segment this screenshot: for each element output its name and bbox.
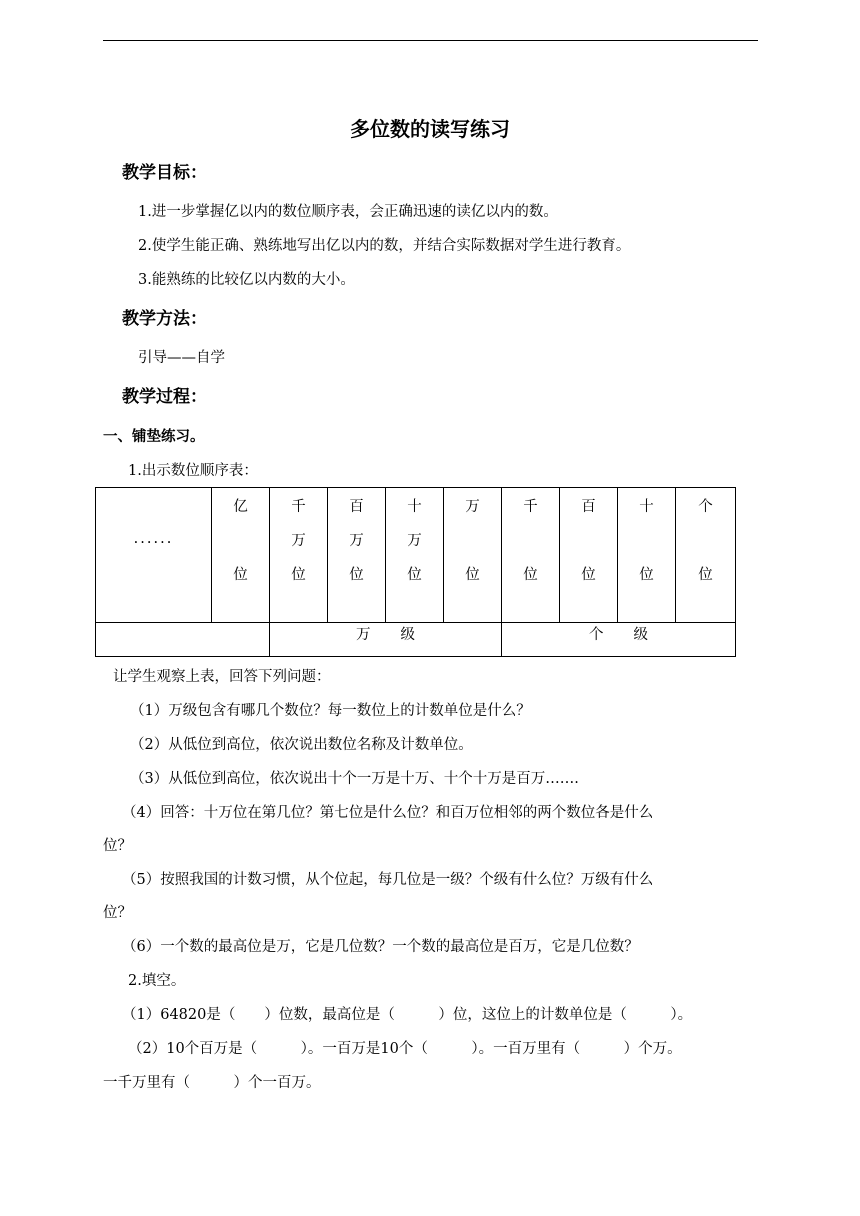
fill-heading: 2.填空。 — [128, 973, 186, 989]
level-ji-char: 级 — [400, 627, 415, 643]
level-ji-char: 级 — [633, 627, 648, 643]
goal-item-3: 3.能熟练的比较亿以内数的大小。 — [138, 272, 355, 288]
column-char: 万 — [349, 533, 364, 549]
part1-heading: 一、铺垫练习。 — [103, 428, 205, 445]
table-cell-ellipsis — [96, 488, 212, 623]
column-char: 百 — [349, 499, 364, 515]
level-ge-char: 个 — [589, 627, 604, 643]
level-wan-char: 万 — [356, 627, 371, 643]
fill-item-2-line1: （2）10个百万是（ ）。一百万是10个（ ）。一百万里有（ ）个万。 — [128, 1041, 682, 1057]
question-5-line2: 位？ — [103, 905, 132, 921]
column-char: 十 — [639, 499, 654, 515]
questions-intro: 让学生观察上表，回答下列问题： — [113, 669, 331, 685]
column-char: 位 — [465, 567, 480, 583]
level-cell-wan — [270, 623, 502, 657]
column-char: 位 — [233, 567, 248, 583]
column-char: 位 — [523, 567, 538, 583]
question-4-line1: （4）回答：十万位在第几位？第七位是什么位？和百万位相邻的两个数位各是什么 — [122, 805, 654, 821]
column-char: 千 — [523, 499, 538, 515]
column-char: 百 — [581, 499, 596, 515]
column-shi — [618, 488, 676, 623]
column-shiwan — [386, 488, 444, 623]
column-char: 位 — [291, 567, 306, 583]
goal-item-1: 1.进一步掌握亿以内的数位顺序表，会正确迅速的读亿以内的数。 — [138, 204, 558, 220]
level-cell-ge — [502, 623, 736, 657]
level-cell-empty — [96, 623, 270, 657]
column-bai — [560, 488, 618, 623]
column-char: 亿 — [233, 499, 248, 515]
place-value-table — [95, 487, 736, 657]
method-heading: 教学方法： — [122, 309, 207, 329]
column-char: 位 — [407, 567, 422, 583]
method-text: 引导——自学 — [138, 350, 225, 366]
table-intro: 1.出示数位顺序表： — [128, 463, 258, 479]
question-1: （1）万级包含有哪几个数位？每一数位上的计数单位是什么？ — [130, 703, 531, 719]
column-char: 万 — [291, 533, 306, 549]
document-title: 多位数的读写练习 — [350, 117, 510, 141]
column-char: 位 — [349, 567, 364, 583]
column-ge — [676, 488, 736, 623]
column-wan — [444, 488, 502, 623]
column-char: 千 — [291, 499, 306, 515]
ellipsis-text: ······ — [133, 535, 174, 551]
column-yi — [212, 488, 270, 623]
goal-item-2: 2.使学生能正确、熟练地写出亿以内的数，并结合实际数据对学生进行教育。 — [138, 238, 631, 254]
column-qian — [502, 488, 560, 623]
column-char: 个 — [698, 499, 713, 515]
column-baiwan — [328, 488, 386, 623]
column-char: 位 — [698, 567, 713, 583]
column-char: 位 — [581, 567, 596, 583]
question-2: （2）从低位到高位，依次说出数位名称及计数单位。 — [130, 737, 473, 753]
column-char: 万 — [465, 499, 480, 515]
question-4-line2: 位？ — [103, 838, 132, 854]
goals-heading: 教学目标： — [122, 163, 207, 183]
process-heading: 教学过程： — [122, 387, 207, 407]
question-3: （3）从低位到高位，依次说出十个一万是十万、十个十万是百万……. — [130, 771, 579, 787]
column-char: 十 — [407, 499, 422, 515]
fill-item-2-line2: 一千万里有（ ）个一百万。 — [103, 1075, 321, 1091]
column-char: 位 — [639, 567, 654, 583]
header-rule — [103, 40, 758, 41]
fill-item-1: （1）64820是（ ）位数，最高位是（ ）位，这位上的计数单位是（ ）。 — [122, 1007, 693, 1023]
column-qianwan — [270, 488, 328, 623]
question-5-line1: （5）按照我国的计数习惯，从个位起，每几位是一级？个级有什么位？万级有什么 — [122, 872, 654, 888]
question-6: （6）一个数的最高位是万，它是几位数？一个数的最高位是百万，它是几位数？ — [122, 939, 639, 955]
column-char: 万 — [407, 533, 422, 549]
